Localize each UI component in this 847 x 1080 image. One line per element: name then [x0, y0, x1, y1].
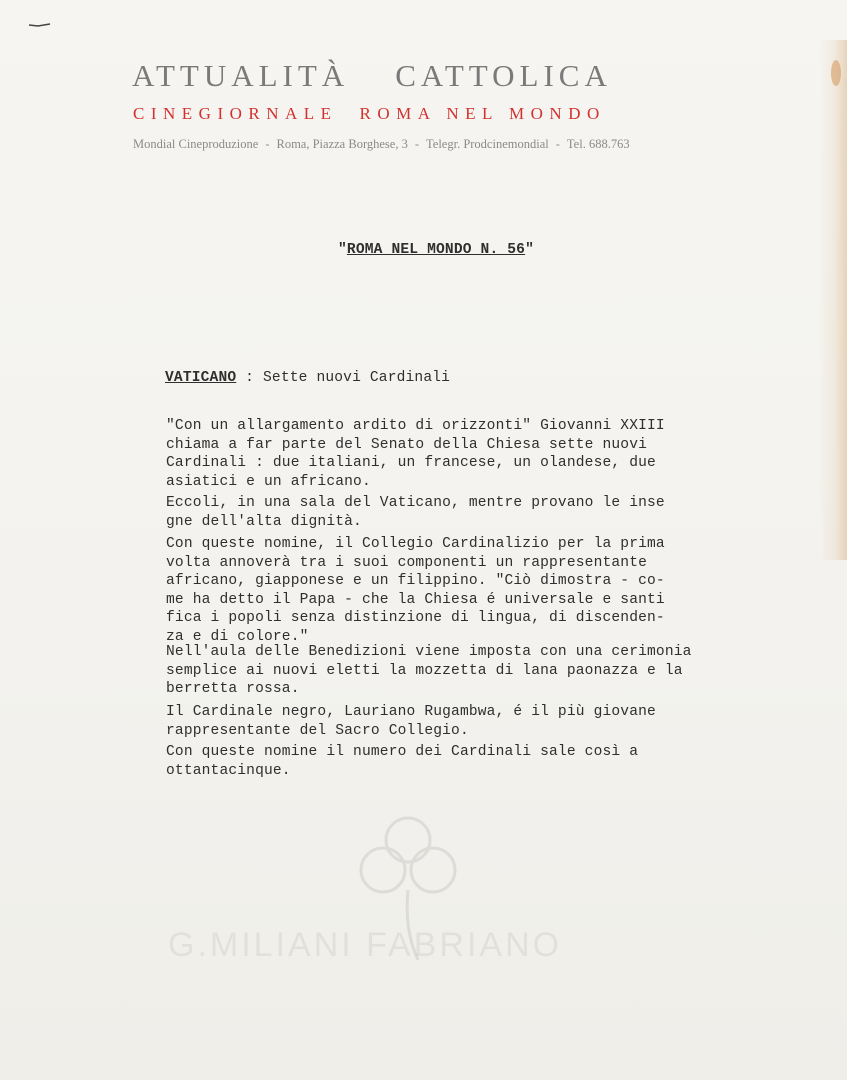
heading-text: ROMA NEL MONDO N. 56 — [346, 242, 526, 258]
title-right: CATTOLICA — [395, 58, 612, 93]
paragraph-6: Con queste nomine il numero dei Cardinali sale così a ottantacinque. — [166, 744, 639, 779]
paragraph-1: "Con un allargamento ardito di orizzonti" Giovanni XXIII chiama a far parte del Senato della Chiesa sette nuovi Cardinali : due italiani, un francese, un olandese, due asiatici e un africano. — [166, 418, 665, 490]
watermark-text: G.MILIANI FABRIANO — [168, 926, 563, 964]
subtitle-right: ROMA NEL MONDO — [359, 104, 606, 123]
paragraph-2: Eccoli, in una sala del Vaticano, mentre provano le inse gne dell'alta dignità. — [166, 495, 665, 530]
section-label: VATICANO — [165, 370, 237, 386]
letterhead-title — [132, 58, 612, 94]
paragraph-4: Nell'aula delle Benedizioni viene imposta con una cerimonia semplice ai nuovi eletti la mozzetta di lana paonazza e la berretta rossa. — [166, 644, 692, 698]
letterhead-subtitle — [133, 104, 606, 124]
address-telegr: Telegr. Prodcinemondial — [426, 137, 549, 151]
address-tel: Tel. 688.763 — [566, 137, 630, 151]
section-title: VATICANO : Sette nuovi Cardinali — [165, 370, 451, 386]
letterhead-address: Mondial Cineproduzione - Roma, Piazza Borghese, 3 - Telegr. Prodcinemondial - Tel. 688.763 — [133, 137, 630, 151]
subtitle-left: CINEGIORNALE — [133, 104, 338, 123]
paragraph-5: Il Cardinale negro, Lauriano Rugambwa, é il più giovane rappresentante del Sacro Collegio. — [166, 704, 656, 739]
address-company: Mondial Cineproduzione — [133, 137, 259, 151]
pencil-mark — [28, 22, 52, 28]
paragraph-3: Con queste nomine, il Collegio Cardinalizio per la prima volta annoverà tra i suoi componenti un rappresentante africano, giapponese e un filippino. "Ciò dimostra - co- me ha detto il Papa - che la Chiesa é universale e santi fica i popoli senza distinzione di lingua, di discenden- za e di colore." — [166, 536, 665, 645]
section-title-text: Sette nuovi Cardinali — [263, 370, 451, 386]
title-left: ATTUALITÀ — [132, 58, 350, 93]
document-heading: "ROMA NEL MONDO N. 56" — [338, 242, 534, 258]
address-street: Roma, Piazza Borghese, 3 — [276, 137, 408, 151]
paper-edge-stain — [819, 40, 847, 560]
paper-stain-spot — [831, 60, 841, 86]
